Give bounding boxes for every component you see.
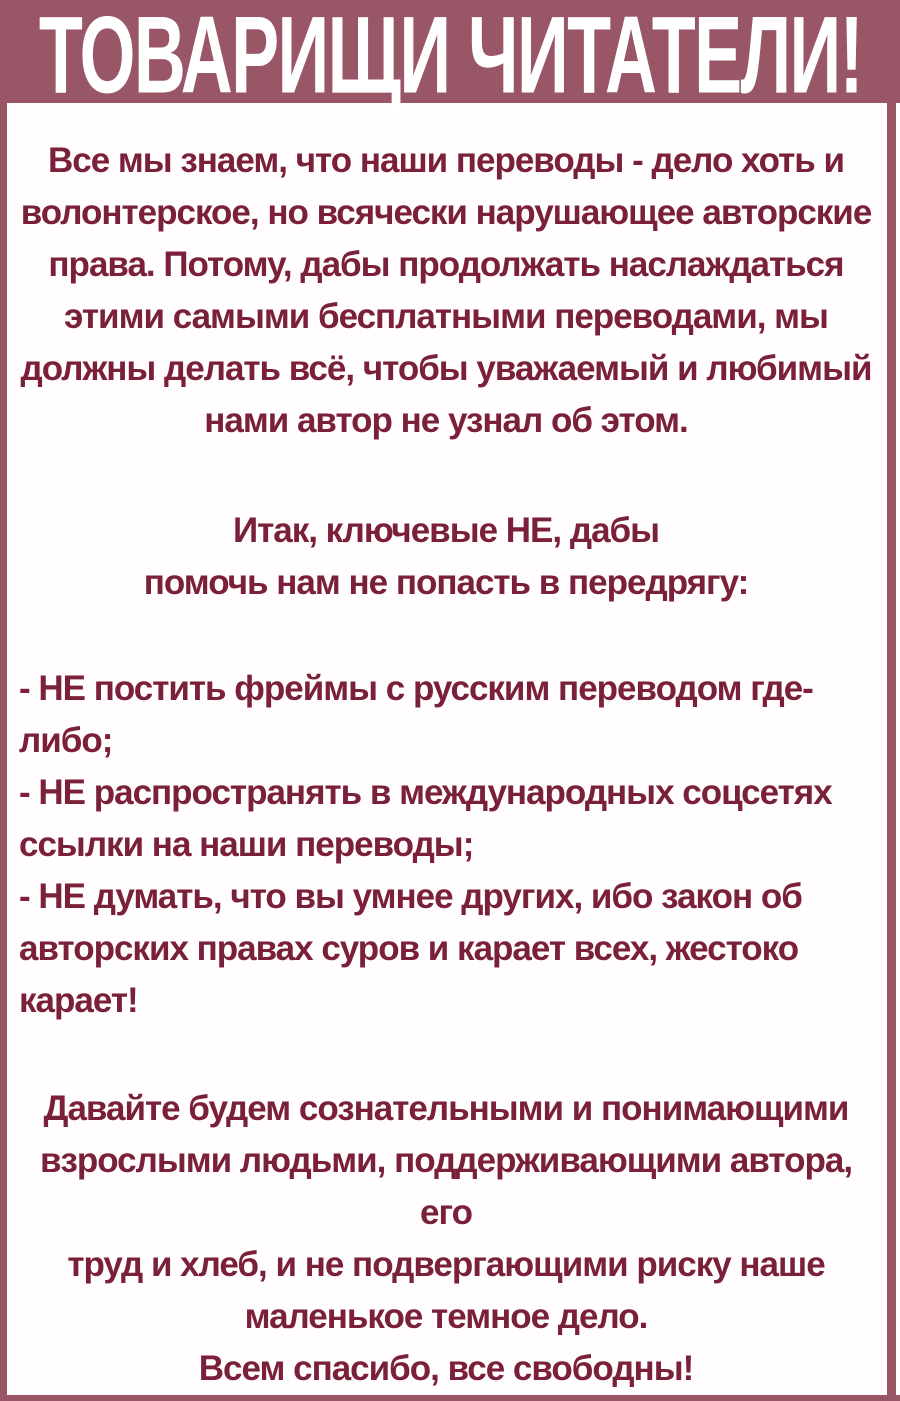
- key-nots-heading: [19, 505, 873, 609]
- rule-line: - НЕ распространять в международных соцсетях: [19, 773, 832, 812]
- intro-line: волонтерское, но всячески нарушающее авторские: [20, 193, 872, 232]
- closing-line: Всем спасибо, все свободны!: [198, 1349, 694, 1388]
- heading-line: помочь нам не попасть в передрягу:: [143, 563, 749, 602]
- rule-line: - НЕ думать, что вы умнее других, ибо закон об: [19, 877, 802, 916]
- intro-paragraph: [19, 135, 873, 447]
- intro-line: права. Потому, дабы продолжать наслаждаться: [48, 245, 844, 284]
- rule-line: карает!: [19, 981, 138, 1020]
- bottom-border-bar: [0, 1395, 900, 1401]
- closing-line: взрослыми людьми, поддерживающими автора, его: [39, 1141, 853, 1232]
- rule-line: ссылки на наши переводы;: [19, 825, 474, 864]
- intro-line: этими самыми бесплатными переводами, мы: [64, 297, 828, 336]
- closing-paragraph: [19, 1083, 873, 1395]
- intro-line: Все мы знаем, что наши переводы - дело хоть и: [47, 141, 845, 180]
- intro-line: нами автор не узнал об этом.: [204, 401, 688, 440]
- page-title: ТОВАРИЩИ ЧИТАТЕЛИ!: [38, 0, 862, 117]
- notice-body: [0, 103, 896, 1395]
- intro-line: должны делать всё, чтобы уважаемый и любимый: [20, 349, 872, 388]
- heading-line: Итак, ключевые НЕ, дабы: [232, 511, 660, 550]
- rule-line: авторских правах суров и карает всех, жестоко: [19, 929, 799, 968]
- rule-line: - НЕ постить фреймы с русским переводом где-либо;: [19, 669, 813, 760]
- closing-line: Давайте будем сознательными и понимающими: [43, 1089, 849, 1128]
- closing-line: маленькое темное дело.: [244, 1297, 648, 1336]
- rules-list: [19, 663, 873, 1027]
- closing-line: труд и хлеб, и не подвергающими риску наше: [67, 1245, 825, 1284]
- header-banner: [0, 0, 900, 117]
